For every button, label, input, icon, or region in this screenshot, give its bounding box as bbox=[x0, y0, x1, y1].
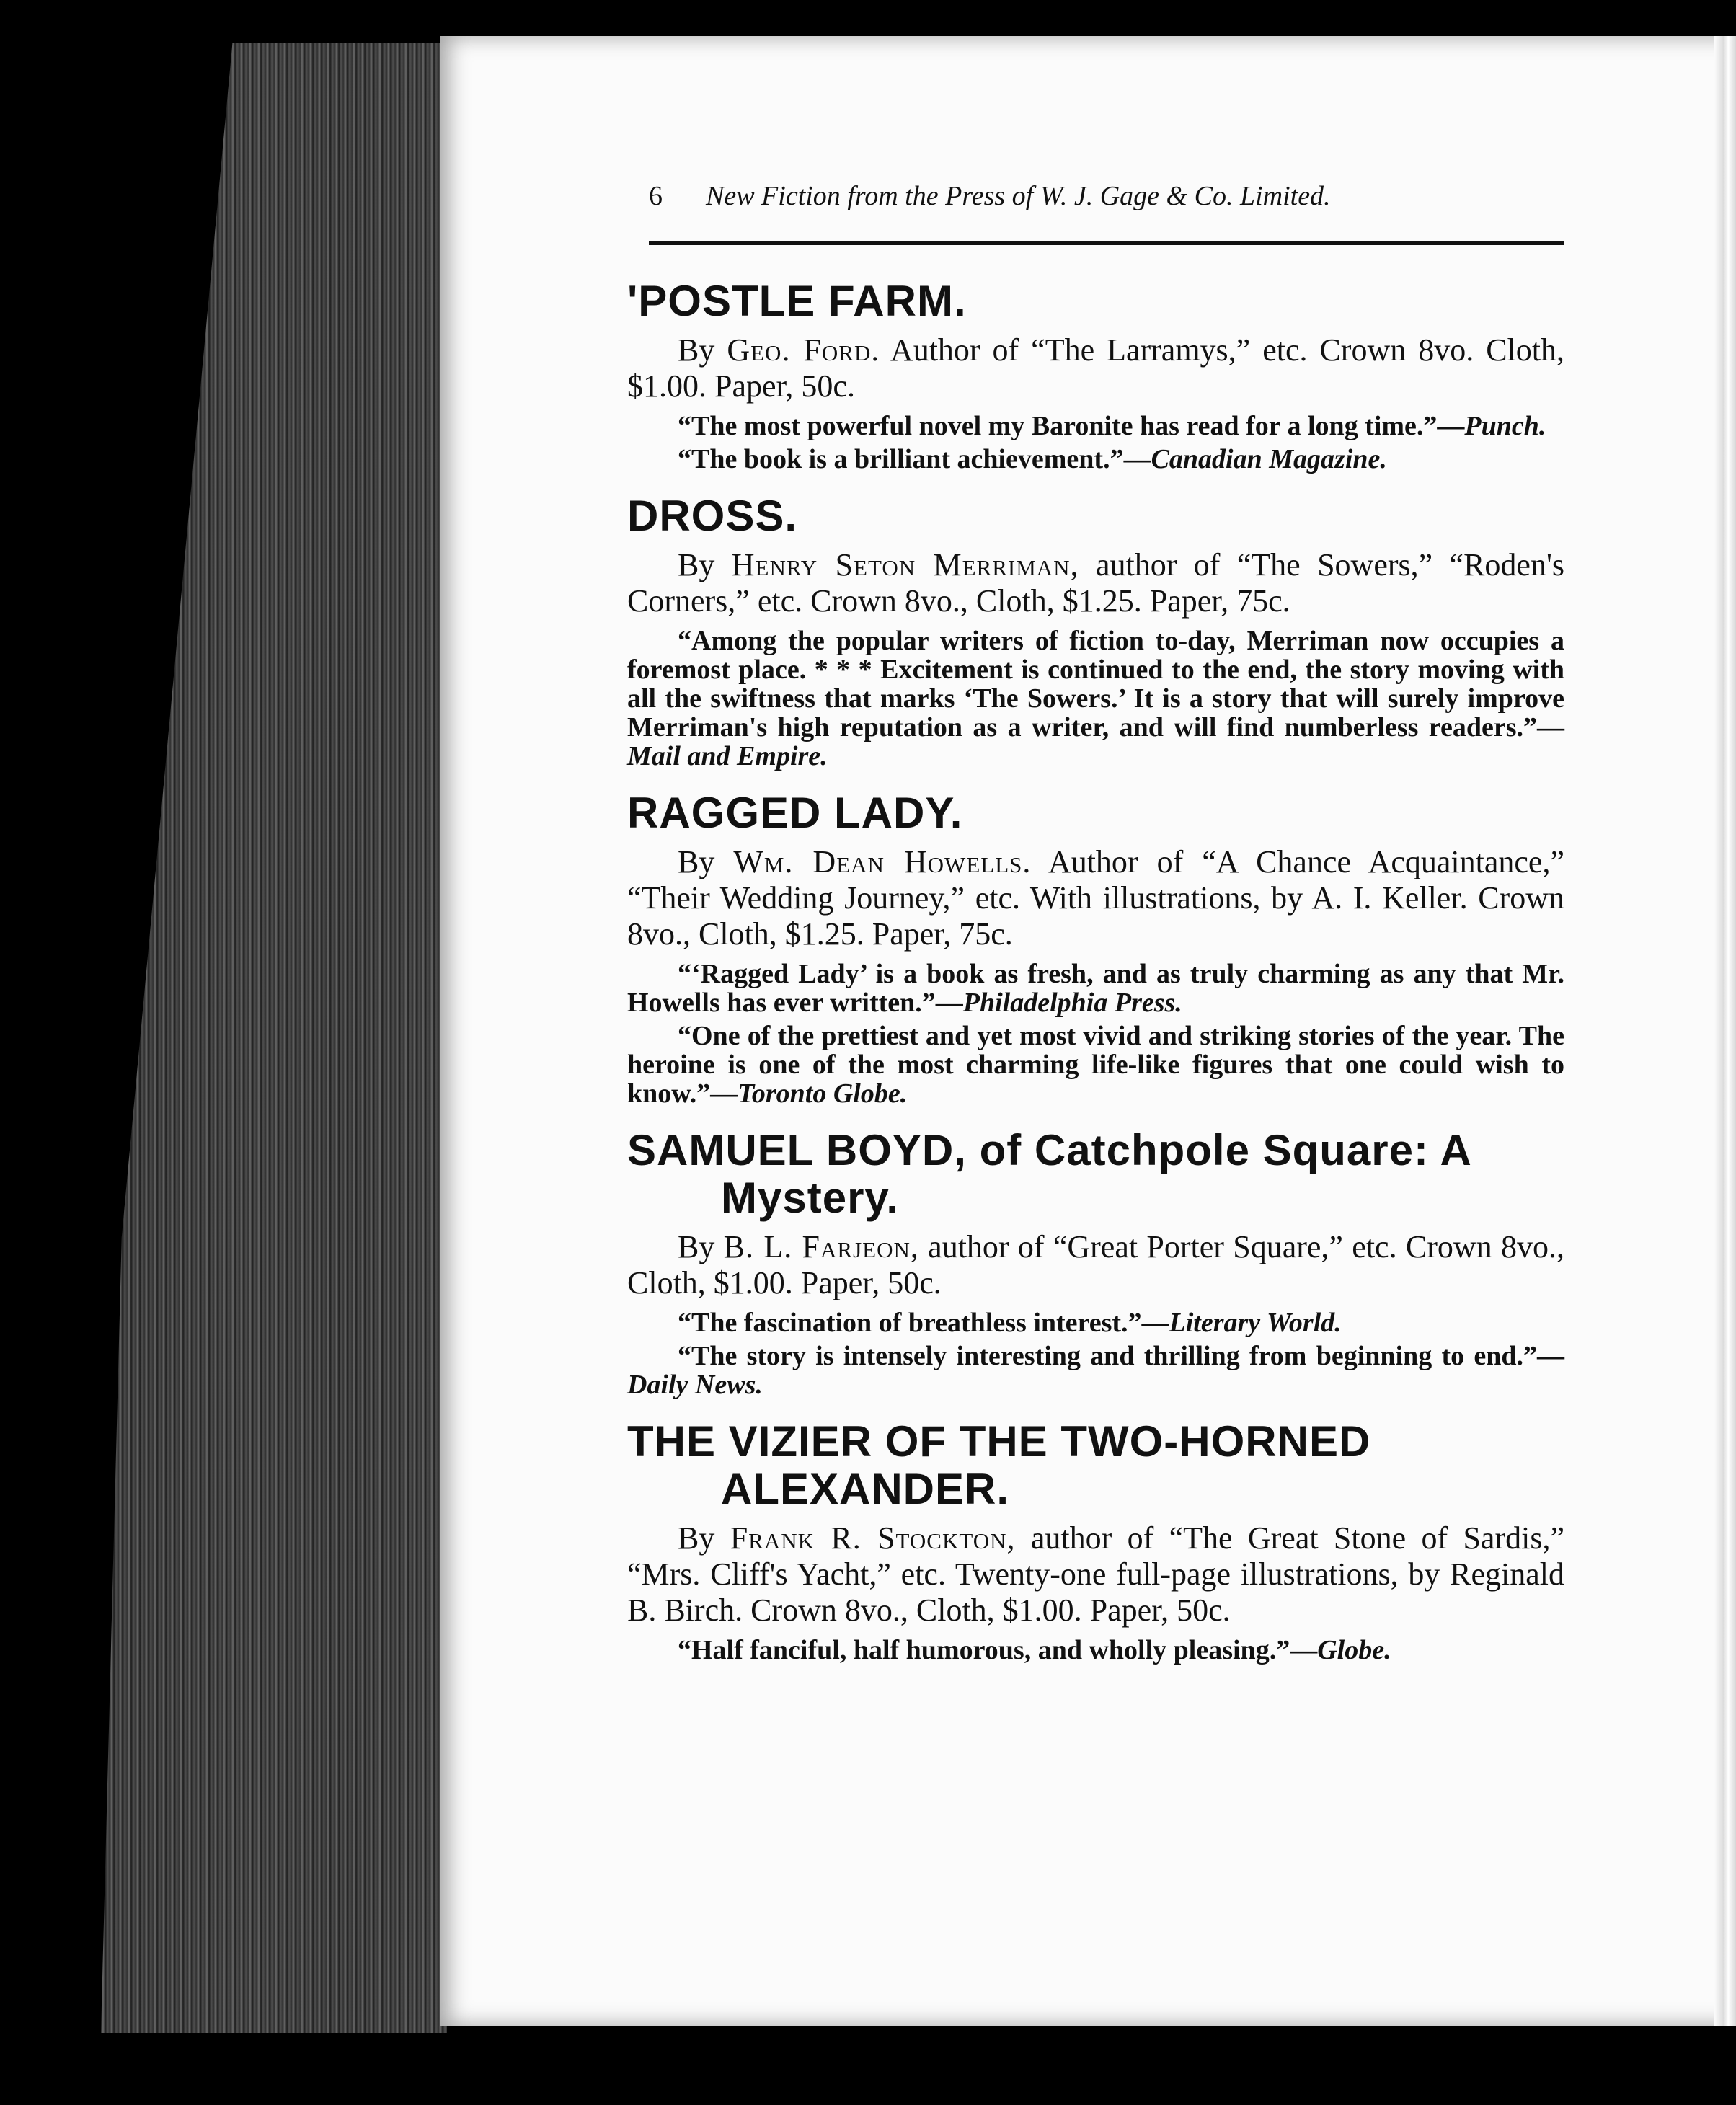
review-text: “One of the prettiest and yet most vivid and striking stories of the year. The heroine is one of the most charming life-like figures that one could wish to know.”— bbox=[627, 1021, 1564, 1109]
review-quote bbox=[627, 626, 1564, 771]
review-quote bbox=[627, 1636, 1564, 1665]
running-head bbox=[649, 180, 1550, 212]
review-quote bbox=[627, 1342, 1564, 1399]
review-source: Canadian Magazine. bbox=[1151, 444, 1387, 474]
byline-prefix: By bbox=[678, 1520, 730, 1556]
book-entry-postle-farm bbox=[627, 278, 1564, 474]
book-details: author of “Great Porter Square,” etc. Crown 8vo., Cloth, $1.00. Paper, 50c. bbox=[627, 1229, 1564, 1300]
book-entry-ragged-lady bbox=[627, 789, 1564, 1108]
review-text: “Half fanciful, half humorous, and wholly pleasing.”— bbox=[678, 1635, 1318, 1665]
byline-prefix: By bbox=[678, 1229, 724, 1264]
book-title: RAGGED LADY. bbox=[627, 789, 963, 837]
review-quote bbox=[627, 445, 1564, 474]
byline-prefix: By bbox=[678, 844, 734, 879]
book-details: author of “The Sowers,” “Roden's Corners,” etc. Crown 8vo., Cloth, $1.25. Paper, 75c. bbox=[627, 547, 1564, 619]
book-entry-samuel-boyd bbox=[627, 1127, 1564, 1399]
review-source: Globe. bbox=[1317, 1635, 1391, 1665]
book-byline bbox=[627, 844, 1564, 952]
catalog-listing bbox=[627, 278, 1564, 1683]
page-curl bbox=[1714, 36, 1736, 2026]
review-quote bbox=[627, 1022, 1564, 1108]
book-title: SAMUEL BOYD, of Catchpole Square: A Mystery. bbox=[627, 1126, 1471, 1222]
review-source: Mail and Empire. bbox=[627, 741, 828, 771]
book-details: author of “The Great Stone of Sardis,” “Mrs. Cliff's Yacht,” etc. Twenty-one full-page illustrations, by Reginald B. Birch. Crown 8vo., Cloth, $1.00. Paper, 50c. bbox=[627, 1520, 1564, 1628]
book-title: DROSS. bbox=[627, 492, 798, 540]
book-byline bbox=[627, 1520, 1564, 1628]
review-source: Philadelphia Press. bbox=[962, 988, 1182, 1018]
review-quote bbox=[627, 1308, 1564, 1337]
book-page-edges bbox=[101, 43, 447, 2033]
review-text: “Among the popular writers of fiction to-day, Merriman now occupies a foremost place. * * * Excitement is continued to the end, the story moving with all the swiftness that marks ‘The Sowers.’ It is a story that will surely improve Merriman's high reputation as a writer, and will find numberless readers.”— bbox=[627, 626, 1564, 743]
review-text: “‘Ragged Lady’ is a book as fresh, and as truly charming as any that Mr. Howells has ever written.”— bbox=[627, 959, 1564, 1018]
page-number: 6 bbox=[649, 181, 663, 211]
book-author: Frank R. Stockton, bbox=[730, 1520, 1016, 1556]
review-text: “The most powerful novel my Baronite has read for a long time.”— bbox=[678, 411, 1465, 441]
book-page bbox=[440, 36, 1736, 2026]
book-title: 'POSTLE FARM. bbox=[627, 277, 967, 325]
book-entry-vizier bbox=[627, 1418, 1564, 1665]
book-details: Author of “A Chance Acquaintance,” “Their Wedding Journey,” etc. With illustrations, by A. I. Keller. Crown 8vo., Cloth, $1.25. Paper, 75c. bbox=[627, 844, 1564, 952]
review-text: “The book is a brilliant achievement.”— bbox=[678, 444, 1151, 474]
review-source: Daily News. bbox=[627, 1370, 763, 1400]
review-quote bbox=[627, 960, 1564, 1017]
review-quote bbox=[627, 412, 1564, 440]
review-source: Punch. bbox=[1464, 411, 1546, 441]
byline-prefix: By bbox=[678, 547, 732, 582]
book-byline bbox=[627, 332, 1564, 404]
book-details: Author of “The Larramys,” etc. Crown 8vo. Cloth, $1.00. Paper, 50c. bbox=[627, 332, 1564, 404]
book-author: Wm. Dean Howells. bbox=[733, 844, 1032, 879]
header-rule bbox=[649, 241, 1564, 245]
review-text: “The story is intensely interesting and thrilling from beginning to end.”— bbox=[678, 1341, 1564, 1371]
book-byline bbox=[627, 547, 1564, 619]
book-entry-dross bbox=[627, 492, 1564, 771]
byline-prefix: By bbox=[678, 332, 727, 368]
book-author: Geo. Ford. bbox=[727, 332, 880, 368]
review-source: Toronto Globe. bbox=[738, 1078, 908, 1109]
book-byline bbox=[627, 1229, 1564, 1301]
review-source: Literary World. bbox=[1169, 1308, 1342, 1338]
review-text: “The fascination of breathless interest.”— bbox=[678, 1308, 1169, 1338]
book-title: THE VIZIER OF THE TWO-HORNED ALEXANDER. bbox=[627, 1417, 1371, 1513]
running-title: New Fiction from the Press of W. J. Gage & Co. Limited. bbox=[706, 181, 1331, 211]
book-author: Henry Seton Merriman, bbox=[731, 547, 1079, 582]
book-author: B. L. Farjeon, bbox=[723, 1229, 919, 1264]
